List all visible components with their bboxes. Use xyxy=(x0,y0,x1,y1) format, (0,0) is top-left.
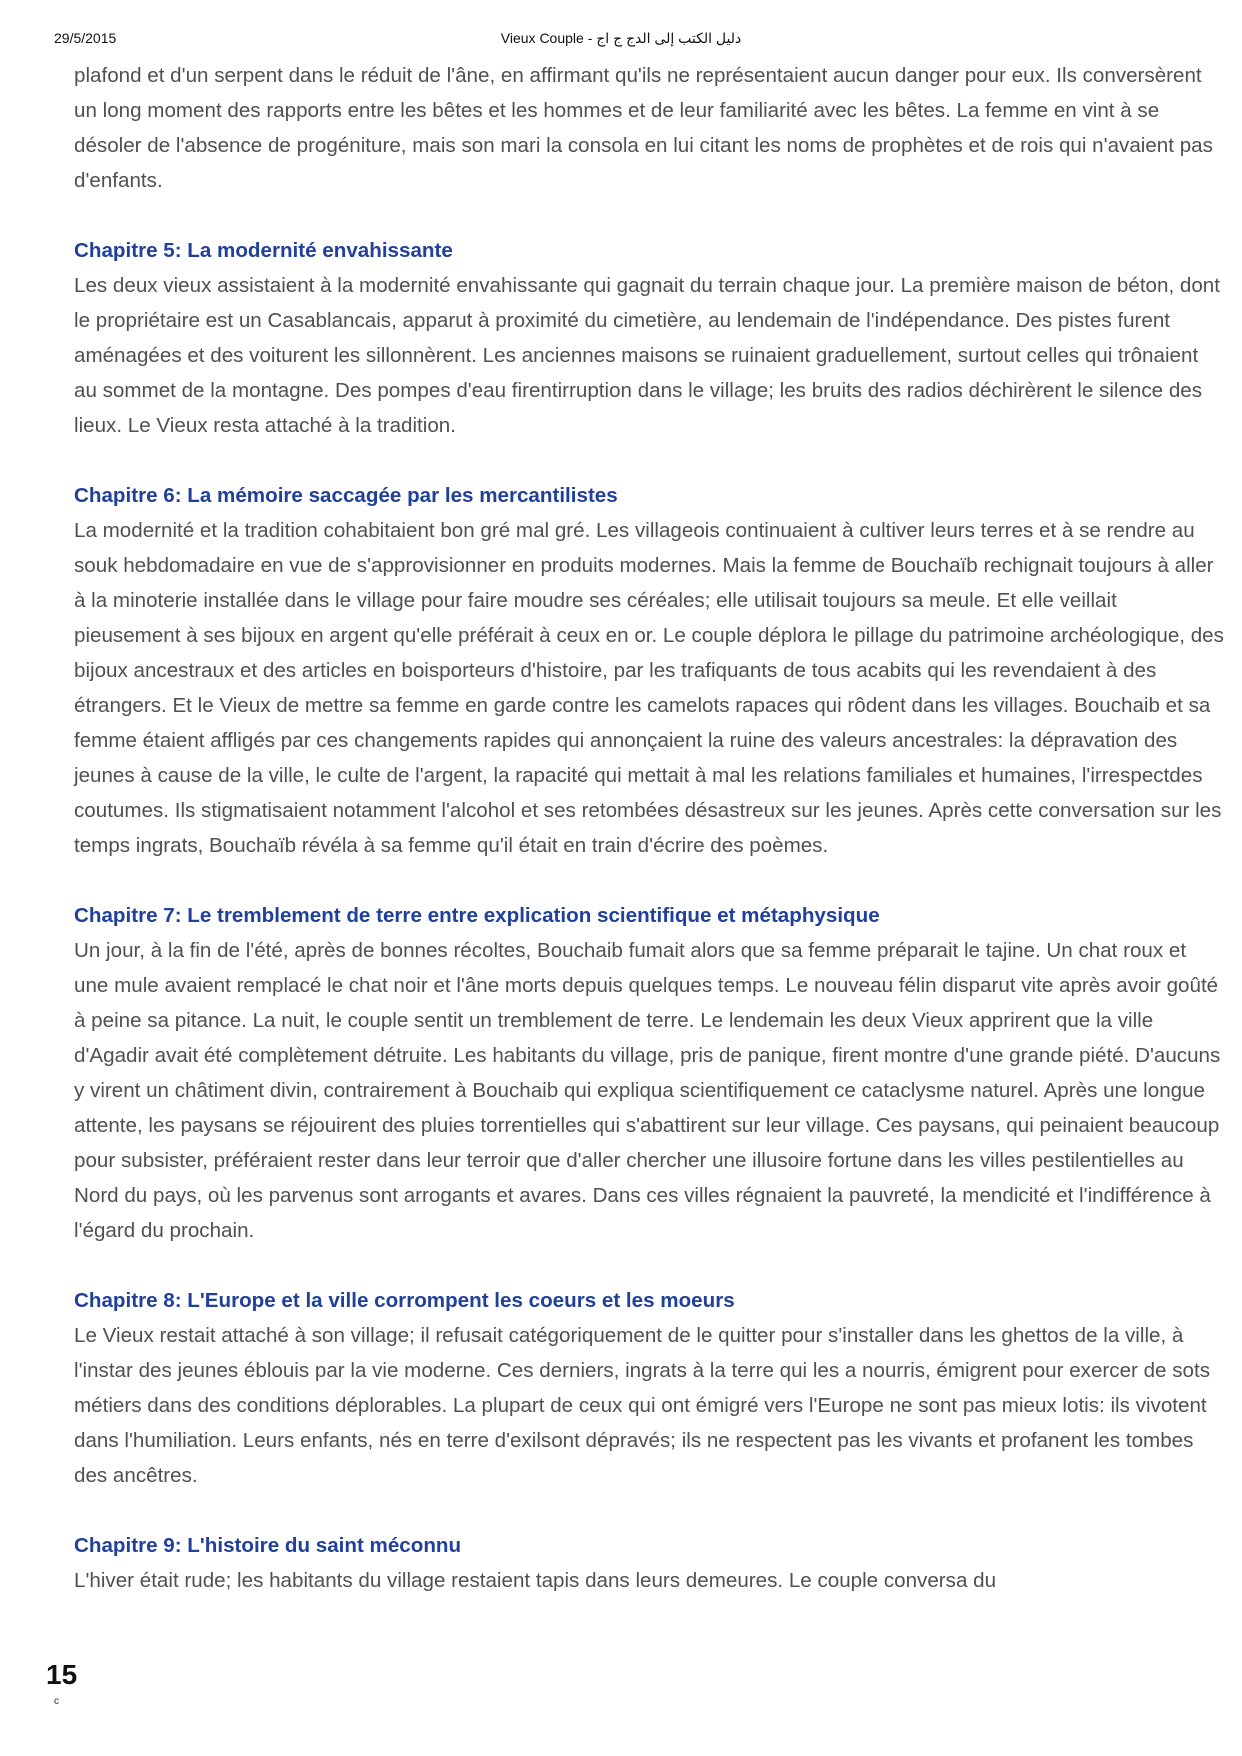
page-mark: c xyxy=(54,1696,59,1707)
chapter-body: Le Vieux restait attaché à son village; il refusait catégoriquement de le quitter pour s'installer dans les ghettos de la ville, à l'instar des jeunes éblouis par la vie moderne. Ces derniers, ingrats à la terre qui les a nourris, émigrent pour exercer de sots métiers dans des conditions déplorables. La plupart de ceux qui ont émigré vers l'Europe ne sont pas mieux lotis: ils vivotent dans l'humiliation. Leurs enfants, nés en terre d'exilsont dépravés; ils ne respectent pas les vivants et profanent les tombes des ancêtres. xyxy=(74,1324,1211,1487)
chapter-section xyxy=(74,233,1226,443)
intro-paragraph: plafond et d'un serpent dans le réduit de l'âne, en affirmant qu'ils ne représentaient aucun danger pour eux. Ils conversèrent un long moment des rapports entre les bêtes et les hommes et de leur familiarité avec les bêtes. La femme en vint à se désoler de l'absence de progéniture, mais son mari la consola en lui citant les noms de prophètes et de rois qui n'avaient pas d'enfants. xyxy=(74,64,1213,192)
print-header xyxy=(54,30,1188,50)
chapter-section xyxy=(74,478,1226,863)
chapter-title: Chapitre 8: L'Europe et la ville corrompent les coeurs et les moeurs xyxy=(74,1289,735,1312)
chapter-title: Chapitre 9: L'histoire du saint méconnu xyxy=(74,1534,462,1557)
chapter-body: L'hiver était rude; les habitants du village restaient tapis dans leurs demeures. Le couple conversa du xyxy=(74,1569,997,1592)
document-content xyxy=(74,58,1226,1598)
page-number: 15 xyxy=(46,1659,78,1690)
chapter-title: Chapitre 6: La mémoire saccagée par les mercantilistes xyxy=(74,484,618,507)
chapter-title: Chapitre 5: La modernité envahissante xyxy=(74,239,453,262)
chapter-title: Chapitre 7: Le tremblement de terre entre explication scientifique et métaphysique xyxy=(74,904,880,927)
chapter-body: La modernité et la tradition cohabitaient bon gré mal gré. Les villageois continuaient à cultiver leurs terres et à se rendre au souk hebdomadaire en vue de s'approvisionner en produits modernes. Mais la femme de Bouchaïb rechignait toujours à aller à la minoterie installée dans le village pour faire moudre ses céréales; elle utilisait toujours sa meule. Et elle veillait pieusement à ses bijoux en argent qu'elle préférait à ceux en or. Le couple déplora le pillage du patrimoine archéologique, des bijoux ancestraux et des articles en boisporteurs d'histoire, par les trafiquants de tous acabits qui les revendaient à des étrangers. Et le Vieux de mettre sa femme en garde contre les camelots rapaces qui rôdent dans les villages. Bouchaib et sa femme étaient affligés par ces changements rapides qui annonçaient la ruine des valeurs ancestrales: la dépravation des jeunes à cause de la ville, le culte de l'argent, la rapacité qui mettait à mal les relations familiales et humaines, l'irrespectdes coutumes. Ils stigmatisaient notamment l'alcohol et ses retombées désastreux sur les jeunes. Après cette conversation sur les temps ingrats, Bouchaïb révéla à sa femme qu'il était en train d'écrire des poèmes. xyxy=(74,519,1224,857)
chapter-section xyxy=(74,1283,1226,1493)
chapter-section xyxy=(74,1528,1226,1598)
chapter-body: Un jour, à la fin de l'été, après de bonnes récoltes, Bouchaib fumait alors que sa femme préparait le tajine. Un chat roux et une mule avaient remplacé le chat noir et l'âne morts depuis quelques temps. Le nouveau félin disparut vite après avoir goûté à peine sa pitance. La nuit, le couple sentit un tremblement de terre. Le lendemain les deux Vieux apprirent que la ville d'Agadir avait été complètement détruite. Les habitants du village, pris de panique, firent montre d'une grande piété. D'aucuns y virent un châtiment divin, contrairement à Bouchaib qui expliqua scientifiquement ce cataclysme naturel. Après une longue attente, les paysans se réjouirent des pluies torrentielles qui s'abattirent sur leur village. Ces paysans, qui peinaient beaucoup pour subsister, préféraient rester dans leur terroir que d'aller chercher une illusoire fortune dans les villes pestilentielles au Nord du pays, où les parvenus sont arrogants et avares. Dans ces villes régnaient la pauvreté, la mendicité et l'indifférence à l'égard du prochain. xyxy=(74,939,1221,1242)
chapter-body: Les deux vieux assistaient à la modernité envahissante qui gagnait du terrain chaque jour. La première maison de béton, dont le propriétaire est un Casablancais, apparut à proximité du cimetière, au lendemain de l'indépendance. Des pistes furent aménagées et des voiturent les sillonnèrent. Les anciennes maisons se ruinaient graduellement, surtout celles qui trônaient au sommet de la montagne. Des pompes d'eau firentirruption dans le village; les bruits des radios déchirèrent le silence des lieux. Le Vieux resta attaché à la tradition. xyxy=(74,274,1220,437)
chapter-section xyxy=(74,898,1226,1248)
print-title: Vieux Couple - دليل الكتب إلى الدج ج اج xyxy=(500,30,742,46)
print-date: 29/5/2015 xyxy=(54,30,117,46)
